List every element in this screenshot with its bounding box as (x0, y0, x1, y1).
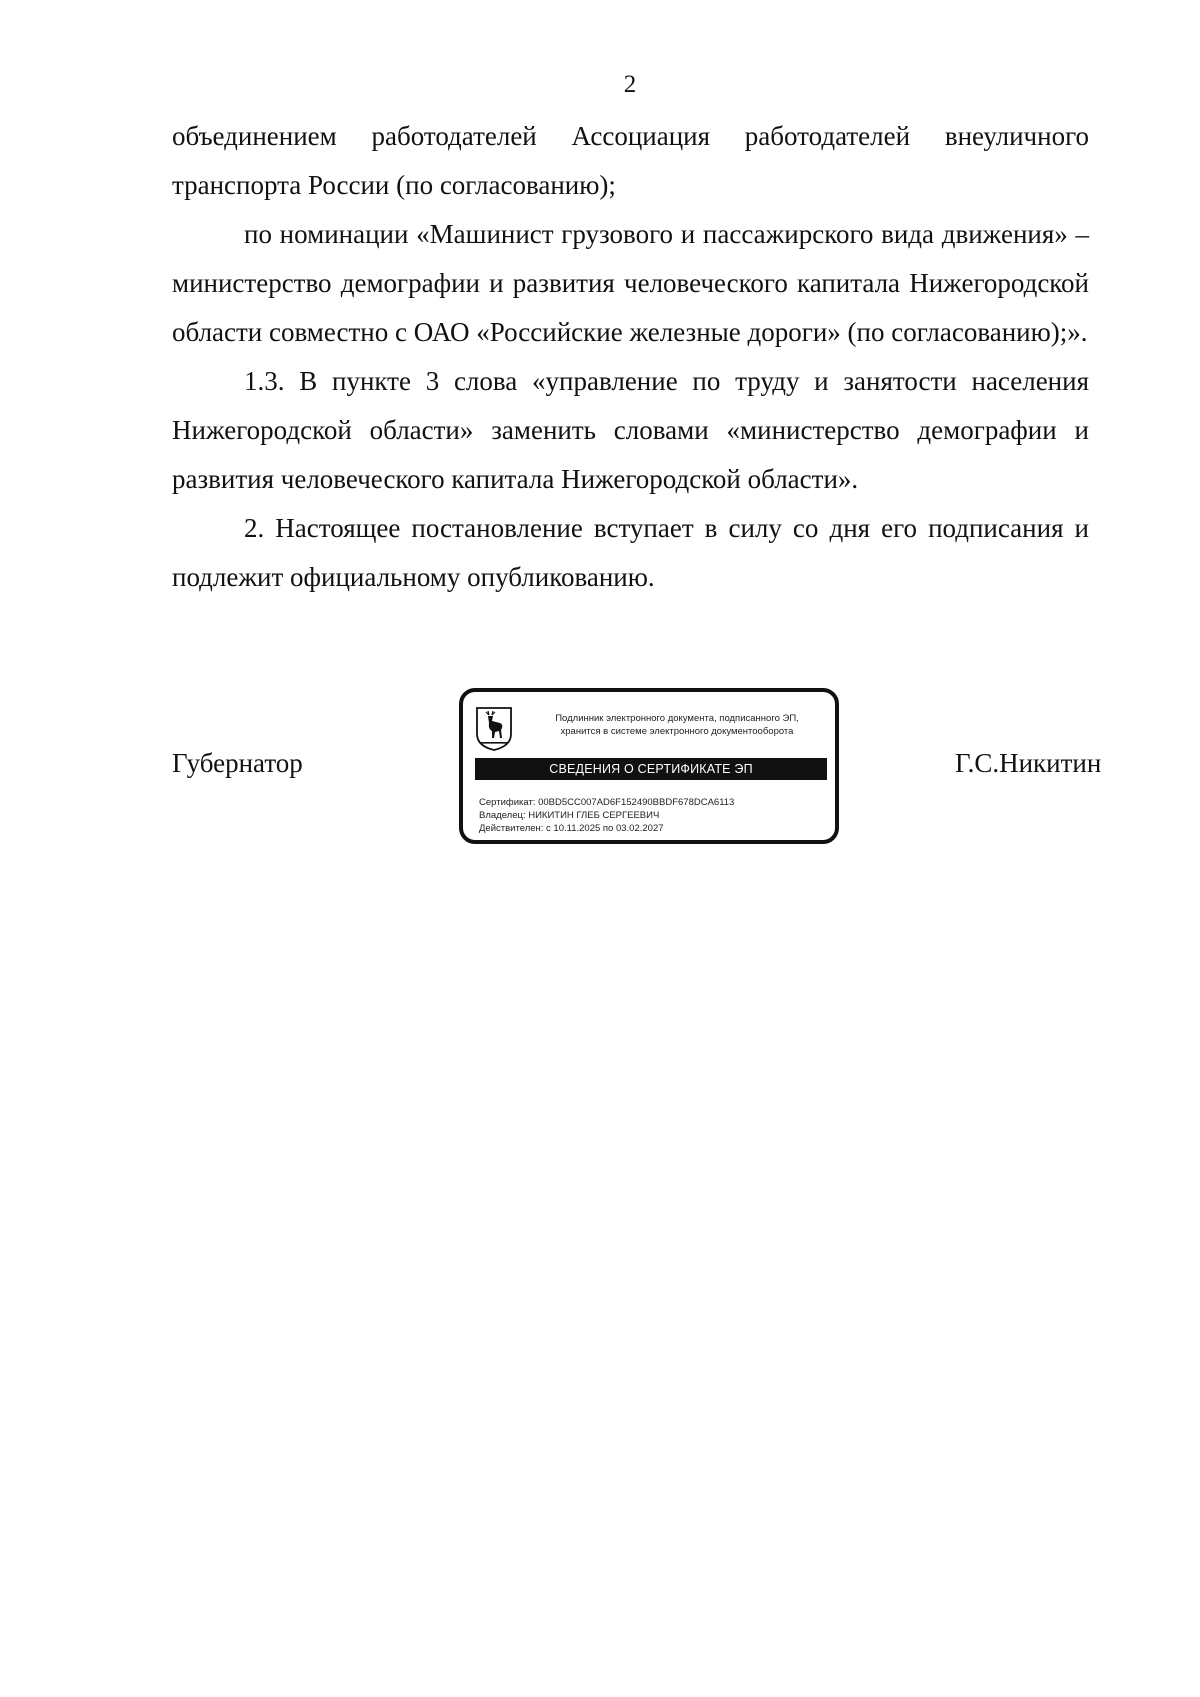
paragraph-item-1-3: 1.3. В пункте 3 слова «управление по труду и занятости населения Нижегородской области» заменить словами «министерство демографии и развития человеческого капитала Нижегородской области». (172, 366, 1089, 494)
paragraph-continuation: объединением работодателей Ассоциация работодателей внеуличного транспорта России (по согласованию); (172, 121, 1089, 200)
certificate-number: Сертификат: 00BD5CC007AD6F152490BBDF678DCA6113 (479, 797, 735, 808)
stamp-notice-line: хранится в системе электронного документооборота (560, 726, 794, 737)
signature-block (0, 688, 1200, 848)
paragraph-item-2: 2. Настоящее постановление вступает в силу со дня его подписания и подлежит официальному опубликованию. (172, 513, 1089, 592)
stamp-header: СВЕДЕНИЯ О СЕРТИФИКАТЕ ЭП (475, 758, 827, 780)
certificate-validity: Действителен: с 10.11.2025 по 03.02.2027 (479, 823, 664, 834)
signer-name: Г.С.Никитин (955, 748, 1102, 778)
signer-position: Губернатор (172, 748, 303, 778)
coat-of-arms-icon (475, 706, 513, 752)
page-number: 2 (623, 71, 637, 98)
stamp-notice (527, 712, 827, 738)
paragraph-nomination: по номинации «Машинист грузового и пассажирского вида движения» – министерство демографии и развития человеческого капитала Нижегородской области совместно с ОАО «Российские железные дороги» (по согласованию);». (172, 219, 1089, 347)
electronic-signature-stamp (459, 688, 839, 844)
certificate-owner: Владелец: НИКИТИН ГЛЕБ СЕРГЕЕВИЧ (479, 810, 660, 821)
certificate-details (479, 796, 734, 835)
stamp-notice-line: Подлинник электронного документа, подписанного ЭП, (555, 713, 799, 724)
document-body (172, 112, 1089, 602)
